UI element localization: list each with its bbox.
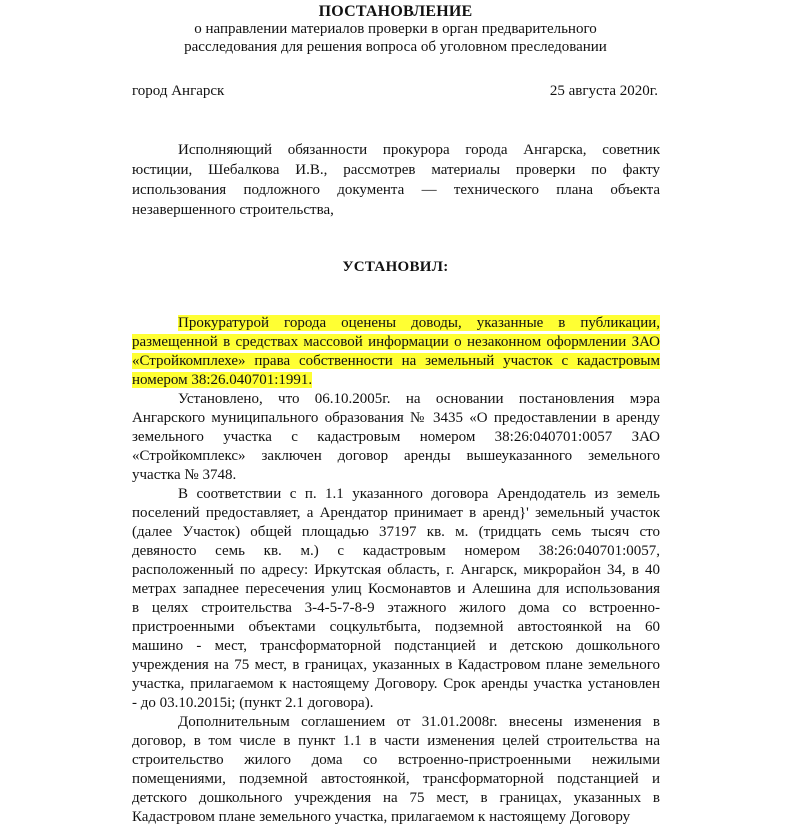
text-line	[132, 333, 660, 352]
section-heading: УСТАНОВИЛ:	[342, 259, 449, 275]
text-line: строительство жилого дома со встроенно-пристроенными нежилыми	[132, 752, 660, 768]
text-line: детского дошкольного учреждения на 75 мест, в границах, указанных в	[132, 790, 660, 806]
text-line: договор, в том числе в пункт 1.1 в части изменения целей строительства на	[132, 733, 660, 749]
highlighted-text: размещенной в средствах массовой информации о незаконном оформлении ЗАО	[132, 334, 660, 350]
paragraph-1	[132, 390, 660, 485]
text-line: (далее Участок) общей площадью 37197 кв. м. (тридцать семь тысяч сто	[132, 524, 660, 540]
text-line: Установлено, что 06.10.2005г. на основании постановления мэра	[178, 391, 660, 407]
subtitle-line: расследования для решения вопроса об уголовном преследовании	[184, 39, 607, 55]
text-line: помещениями, подземной автостоянкой, трансформаторной подстанцией и	[132, 771, 660, 787]
document-date: 25 августа 2020г.	[549, 83, 658, 99]
highlighted-text: «Стройкомплехе» права собственности на земельный участок с кадастровым	[132, 353, 660, 369]
paragraph-2	[132, 485, 660, 713]
intro-paragraph	[132, 140, 660, 220]
highlighted-text: номером 38:26.040701:1991.	[132, 372, 313, 388]
text-line: участка, прилагаемом к настоящему Договору. Срок аренды участка установлен	[132, 676, 660, 692]
text-line: незавершенного строительства,	[132, 202, 334, 218]
text-line: использования подложного документа — технического плана объекта	[132, 182, 660, 198]
highlighted-paragraph	[132, 314, 660, 390]
highlighted-text: Прокуратурой города оценены доводы, указанные в публикации,	[178, 315, 660, 331]
text-line: юстиции, Шебалкова И.В., рассмотрев материалы проверки по факту	[132, 162, 660, 178]
text-line: в целях строительства 3-4-5-7-8-9 этажного жилого дома со встроенно-	[132, 600, 660, 616]
document-city: город Ангарск	[132, 83, 225, 99]
text-line: пристроенными объектами соцкультбыта, подземной автостоянкой на 60	[132, 619, 660, 635]
document-title: ПОСТАНОВЛЕНИЕ	[318, 3, 473, 20]
document-subtitle	[0, 20, 791, 56]
text-line	[132, 352, 660, 371]
text-line	[132, 371, 660, 390]
paragraph-3	[132, 713, 660, 827]
text-line: - до 03.10.2015i; (пункт 2.1 договора).	[132, 695, 374, 711]
text-line: Дополнительным соглашением от 31.01.2008г. внесены изменения в	[178, 714, 660, 730]
text-line: Кадастровом плане земельного участка, прилагаемом к настоящему Договору	[132, 809, 631, 825]
text-line: поселений предоставляет, а Арендатор принимает в аренд}' земельный участок	[132, 505, 660, 521]
text-line	[132, 314, 660, 333]
text-line: девяносто семь кв. м.) с кадастровым номером 38:26:040701:0057,	[132, 543, 660, 559]
text-line: Исполняющий обязанности прокурора города Ангарска, советник	[178, 142, 660, 158]
text-line: машино - мест, трансформаторной подстанцией и детскою дошкольного	[132, 638, 660, 654]
text-line: учреждения на 75 мест, в границах, указанных в Кадастровом плане земельного	[132, 657, 660, 673]
text-line: Ангарского муниципального образования № 3435 «О предоставлении в аренду	[132, 410, 660, 426]
document-body	[132, 314, 660, 827]
text-line: земельного участка с кадастровым номером 38:26:040701:0057 ЗАО	[132, 429, 660, 445]
text-line: расположенный по адресу: Иркутская область, г. Ангарск, микрорайон 34, в 40	[132, 562, 660, 578]
subtitle-line: о направлении материалов проверки в орган предварительного	[194, 21, 597, 37]
text-line: участка № 3748.	[132, 467, 237, 483]
text-line: метрах западнее пересечения улиц Космонавтов и Алешина для использования	[132, 581, 660, 597]
text-line: «Стройкомплекс» заключен договор аренды вышеуказанного земельного	[132, 448, 660, 464]
text-line: В соответствии с п. 1.1 указанного договора Арендодатель из земель	[178, 486, 660, 502]
